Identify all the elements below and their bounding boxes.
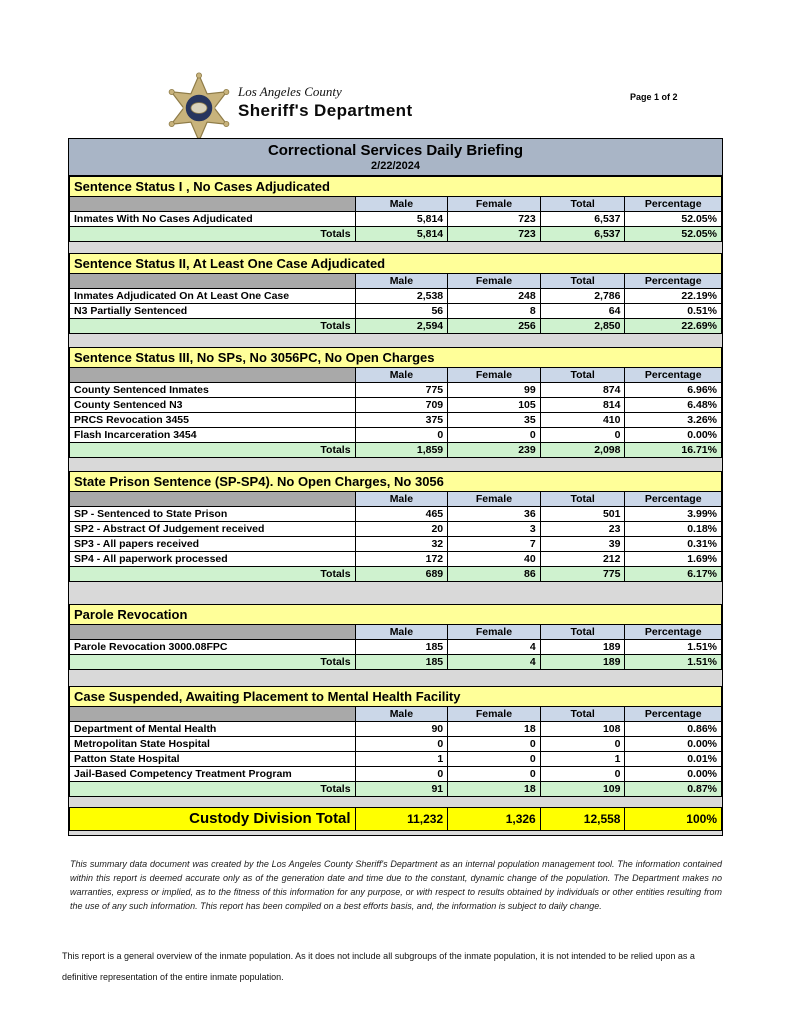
grand-total-label: Custody Division Total xyxy=(70,808,356,831)
row-label: Flash Incarceration 3454 xyxy=(70,428,356,443)
cell-percentage: 52.05% xyxy=(625,212,722,227)
totals-total: 2,098 xyxy=(540,443,625,458)
column-header-blank xyxy=(70,274,356,289)
column-header-male: Male xyxy=(355,197,448,212)
cell-female: 8 xyxy=(448,304,541,319)
page-number: Page 1 of 2 xyxy=(630,92,678,102)
column-header-percentage: Percentage xyxy=(625,197,722,212)
table-row xyxy=(70,522,722,537)
cell-female: 0 xyxy=(448,428,541,443)
cell-percentage: 0.00% xyxy=(625,767,722,782)
column-header-row xyxy=(70,625,722,640)
row-label: County Sentenced N3 xyxy=(70,398,356,413)
section-title: Sentence Status III, No SPs, No 3056PC, No Open Charges xyxy=(69,347,722,367)
logo-department: Sheriff's Department xyxy=(238,101,413,120)
cell-male: 0 xyxy=(355,428,448,443)
cell-total: 6,537 xyxy=(540,212,625,227)
cell-female: 36 xyxy=(448,507,541,522)
column-header-blank xyxy=(70,707,356,722)
cell-percentage: 1.51% xyxy=(625,640,722,655)
cell-female: 40 xyxy=(448,552,541,567)
totals-male: 185 xyxy=(355,655,448,670)
row-label: Metropolitan State Hospital xyxy=(70,737,356,752)
table-row xyxy=(70,289,722,304)
totals-percentage: 1.51% xyxy=(625,655,722,670)
totals-female: 4 xyxy=(448,655,541,670)
totals-male: 91 xyxy=(355,782,448,797)
column-header-total: Total xyxy=(540,274,625,289)
cell-male: 5,814 xyxy=(355,212,448,227)
cell-female: 7 xyxy=(448,537,541,552)
cell-male: 0 xyxy=(355,767,448,782)
totals-percentage: 6.17% xyxy=(625,567,722,582)
table-row xyxy=(70,737,722,752)
cell-female: 0 xyxy=(448,752,541,767)
section-table xyxy=(69,196,722,242)
section-3 xyxy=(69,347,722,458)
cell-total: 23 xyxy=(540,522,625,537)
row-label: Inmates Adjudicated On At Least One Case xyxy=(70,289,356,304)
totals-total: 6,537 xyxy=(540,227,625,242)
logo-text xyxy=(238,84,413,121)
totals-label: Totals xyxy=(70,227,356,242)
cell-percentage: 22.19% xyxy=(625,289,722,304)
row-label: Inmates With No Cases Adjudicated xyxy=(70,212,356,227)
section-5 xyxy=(69,604,722,670)
grand-total-female: 1,326 xyxy=(448,808,541,831)
cell-female: 723 xyxy=(448,212,541,227)
totals-row xyxy=(70,227,722,242)
cell-percentage: 1.69% xyxy=(625,552,722,567)
column-header-row xyxy=(70,274,722,289)
disclaimer-text: This summary data document was created by the Los Angeles County Sheriff's Department as an internal population management tool. The information contained within this report is deemed accurate only as of the generation date and time due to the constant, dynamic change of the population. The Department makes no warranties, express or implied, as to the fitness of this information for any purpose, or with respect to results obtained by individuals or other entities resulting from the use of any such information. This report has been compiled on a best efforts basis, and, the information is subject to daily change. xyxy=(70,859,722,911)
row-label: Patton State Hospital xyxy=(70,752,356,767)
cell-female: 99 xyxy=(448,383,541,398)
column-header-row xyxy=(70,707,722,722)
totals-row xyxy=(70,567,722,582)
cell-total: 189 xyxy=(540,640,625,655)
section-title: Case Suspended, Awaiting Placement to Mental Health Facility xyxy=(69,686,722,706)
column-header-total: Total xyxy=(540,707,625,722)
cell-percentage: 3.99% xyxy=(625,507,722,522)
totals-total: 189 xyxy=(540,655,625,670)
section-title: Sentence Status II, At Least One Case Adjudicated xyxy=(69,253,722,273)
section-4 xyxy=(69,471,722,582)
totals-male: 2,594 xyxy=(355,319,448,334)
section-2 xyxy=(69,253,722,334)
table-row xyxy=(70,507,722,522)
cell-male: 185 xyxy=(355,640,448,655)
cell-total: 814 xyxy=(540,398,625,413)
table-row xyxy=(70,537,722,552)
totals-label: Totals xyxy=(70,567,356,582)
table-row xyxy=(70,767,722,782)
column-header-total: Total xyxy=(540,368,625,383)
totals-female: 256 xyxy=(448,319,541,334)
totals-percentage: 22.69% xyxy=(625,319,722,334)
totals-total: 2,850 xyxy=(540,319,625,334)
table-row xyxy=(70,722,722,737)
column-header-percentage: Percentage xyxy=(625,368,722,383)
cell-total: 64 xyxy=(540,304,625,319)
cell-total: 0 xyxy=(540,767,625,782)
cell-female: 105 xyxy=(448,398,541,413)
grand-total-percentage: 100% xyxy=(625,808,722,831)
row-label: Parole Revocation 3000.08FPC xyxy=(70,640,356,655)
column-header-blank xyxy=(70,625,356,640)
row-label: County Sentenced Inmates xyxy=(70,383,356,398)
cell-percentage: 0.51% xyxy=(625,304,722,319)
column-header-percentage: Percentage xyxy=(625,625,722,640)
table-row xyxy=(70,398,722,413)
row-label: SP3 - All papers received xyxy=(70,537,356,552)
cell-male: 709 xyxy=(355,398,448,413)
table-row xyxy=(70,428,722,443)
cell-percentage: 0.86% xyxy=(625,722,722,737)
totals-row xyxy=(70,319,722,334)
column-header-total: Total xyxy=(540,197,625,212)
totals-total: 775 xyxy=(540,567,625,582)
cell-total: 0 xyxy=(540,428,625,443)
grand-total-table xyxy=(69,807,722,831)
cell-female: 35 xyxy=(448,413,541,428)
letterhead xyxy=(0,0,791,138)
cell-total: 874 xyxy=(540,383,625,398)
cell-percentage: 0.00% xyxy=(625,737,722,752)
cell-percentage: 0.01% xyxy=(625,752,722,767)
totals-percentage: 0.87% xyxy=(625,782,722,797)
column-header-female: Female xyxy=(448,197,541,212)
cell-percentage: 6.96% xyxy=(625,383,722,398)
section-6 xyxy=(69,686,722,797)
cell-total: 410 xyxy=(540,413,625,428)
sheriff-star-icon xyxy=(163,72,235,144)
title-bar xyxy=(69,139,722,176)
briefing-container xyxy=(68,138,723,836)
grand-total-section xyxy=(69,807,722,831)
column-header-female: Female xyxy=(448,492,541,507)
cell-male: 375 xyxy=(355,413,448,428)
cell-male: 172 xyxy=(355,552,448,567)
column-header-female: Female xyxy=(448,625,541,640)
table-row xyxy=(70,413,722,428)
section-table xyxy=(69,624,722,670)
cell-male: 1 xyxy=(355,752,448,767)
column-header-male: Male xyxy=(355,707,448,722)
column-header-blank xyxy=(70,492,356,507)
column-header-blank xyxy=(70,368,356,383)
cell-percentage: 3.26% xyxy=(625,413,722,428)
cell-percentage: 0.31% xyxy=(625,537,722,552)
column-header-total: Total xyxy=(540,492,625,507)
sections-list xyxy=(69,176,722,797)
column-header-male: Male xyxy=(355,625,448,640)
totals-male: 1,859 xyxy=(355,443,448,458)
cell-male: 90 xyxy=(355,722,448,737)
totals-percentage: 52.05% xyxy=(625,227,722,242)
totals-row xyxy=(70,655,722,670)
cell-male: 775 xyxy=(355,383,448,398)
section-table xyxy=(69,273,722,334)
grand-total-row xyxy=(70,808,722,831)
column-header-total: Total xyxy=(540,625,625,640)
column-header-female: Female xyxy=(448,707,541,722)
cell-female: 3 xyxy=(448,522,541,537)
row-label: N3 Partially Sentenced xyxy=(70,304,356,319)
totals-female: 18 xyxy=(448,782,541,797)
row-label: PRCS Revocation 3455 xyxy=(70,413,356,428)
totals-female: 86 xyxy=(448,567,541,582)
totals-female: 723 xyxy=(448,227,541,242)
table-row xyxy=(70,552,722,567)
cell-male: 20 xyxy=(355,522,448,537)
totals-male: 5,814 xyxy=(355,227,448,242)
column-header-percentage: Percentage xyxy=(625,492,722,507)
section-table xyxy=(69,367,722,458)
cell-percentage: 0.18% xyxy=(625,522,722,537)
cell-male: 2,538 xyxy=(355,289,448,304)
grand-total-total: 12,558 xyxy=(540,808,625,831)
column-header-percentage: Percentage xyxy=(625,274,722,289)
report-date: 2/22/2024 xyxy=(371,160,420,172)
cell-percentage: 6.48% xyxy=(625,398,722,413)
row-label: SP4 - All paperwork processed xyxy=(70,552,356,567)
totals-label: Totals xyxy=(70,443,356,458)
table-row xyxy=(70,212,722,227)
column-header-female: Female xyxy=(448,274,541,289)
section-title: Sentence Status I , No Cases Adjudicated xyxy=(69,176,722,196)
totals-label: Totals xyxy=(70,655,356,670)
totals-row xyxy=(70,443,722,458)
cell-female: 0 xyxy=(448,767,541,782)
cell-total: 501 xyxy=(540,507,625,522)
row-label: Jail-Based Competency Treatment Program xyxy=(70,767,356,782)
grand-total-male: 11,232 xyxy=(355,808,448,831)
totals-label: Totals xyxy=(70,782,356,797)
row-label: SP2 - Abstract Of Judgement received xyxy=(70,522,356,537)
footnote-text: This report is a general overview of the inmate population. As it does not include all subgroups of the inmate population, it is not intended to be relied upon as a definitive representation of the entire inmate population. xyxy=(62,951,695,982)
cell-total: 1 xyxy=(540,752,625,767)
cell-female: 0 xyxy=(448,737,541,752)
column-header-blank xyxy=(70,197,356,212)
column-header-male: Male xyxy=(355,368,448,383)
table-row xyxy=(70,640,722,655)
row-label: Department of Mental Health xyxy=(70,722,356,737)
column-header-percentage: Percentage xyxy=(625,707,722,722)
cell-total: 212 xyxy=(540,552,625,567)
section-table xyxy=(69,706,722,797)
column-header-male: Male xyxy=(355,492,448,507)
totals-label: Totals xyxy=(70,319,356,334)
column-header-row xyxy=(70,368,722,383)
totals-percentage: 16.71% xyxy=(625,443,722,458)
cell-male: 465 xyxy=(355,507,448,522)
table-row xyxy=(70,752,722,767)
section-title: Parole Revocation xyxy=(69,604,722,624)
cell-total: 0 xyxy=(540,737,625,752)
section-1 xyxy=(69,176,722,242)
cell-female: 18 xyxy=(448,722,541,737)
section-title: State Prison Sentence (SP-SP4). No Open Charges, No 3056 xyxy=(69,471,722,491)
cell-female: 4 xyxy=(448,640,541,655)
totals-male: 689 xyxy=(355,567,448,582)
cell-male: 0 xyxy=(355,737,448,752)
cell-total: 2,786 xyxy=(540,289,625,304)
table-row xyxy=(70,304,722,319)
column-header-male: Male xyxy=(355,274,448,289)
cell-total: 39 xyxy=(540,537,625,552)
table-row xyxy=(70,383,722,398)
cell-male: 56 xyxy=(355,304,448,319)
cell-female: 248 xyxy=(448,289,541,304)
totals-row xyxy=(70,782,722,797)
cell-total: 108 xyxy=(540,722,625,737)
logo-county: Los Angeles County xyxy=(238,84,342,99)
cell-male: 32 xyxy=(355,537,448,552)
column-header-female: Female xyxy=(448,368,541,383)
totals-female: 239 xyxy=(448,443,541,458)
row-label: SP - Sentenced to State Prison xyxy=(70,507,356,522)
section-table xyxy=(69,491,722,582)
cell-percentage: 0.00% xyxy=(625,428,722,443)
column-header-row xyxy=(70,197,722,212)
report-title: Correctional Services Daily Briefing xyxy=(267,142,524,159)
column-header-row xyxy=(70,492,722,507)
totals-total: 109 xyxy=(540,782,625,797)
